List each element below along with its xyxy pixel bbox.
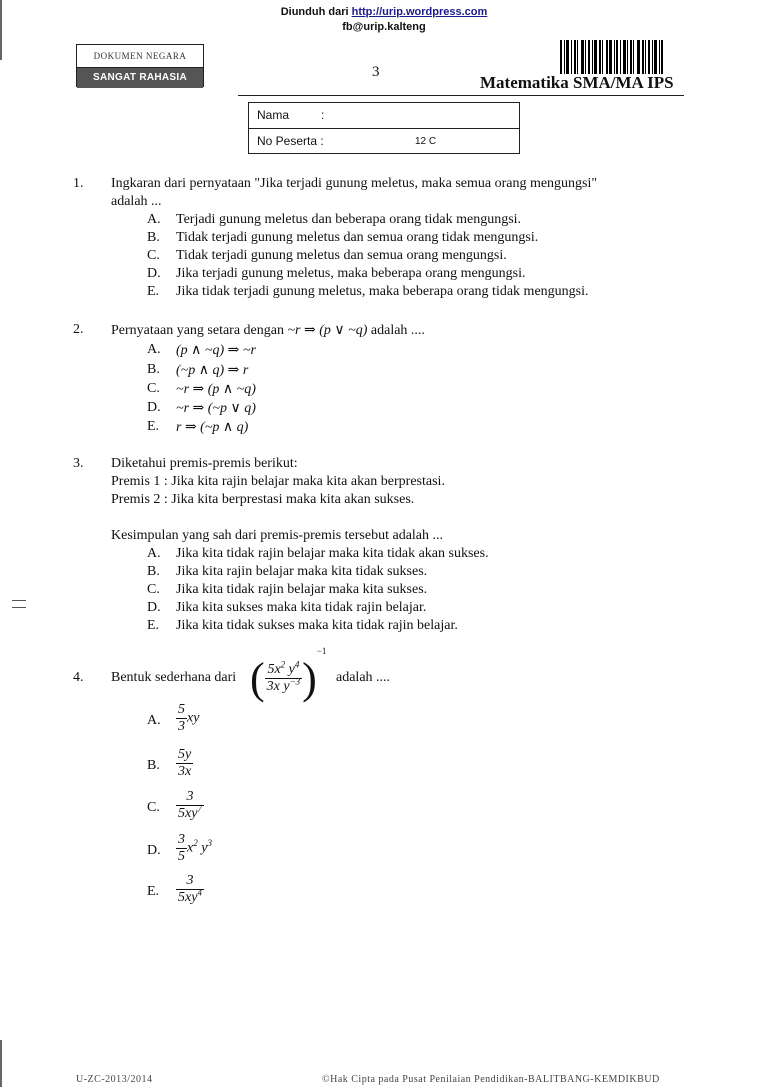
question-2-number: 2. <box>73 322 84 337</box>
question-4-stem-prefix: Bentuk sederhana dari <box>111 670 237 685</box>
question-3-option-b-text: Jika kita rajin belajar maka kita tidak sukses. <box>176 564 428 579</box>
footer-copyright: ©Hak Cipta pada Pusat Penilaian Pendidikan-BALITBANG-KEMDIKBUD <box>322 1074 660 1085</box>
expression-numerator: $5x^2$ $y^4$ <box>265 662 303 679</box>
question-3-option-c-letter: C. <box>147 582 160 597</box>
download-source-line <box>0 6 768 18</box>
question-2-stem <box>111 322 425 339</box>
peserta-label: No Peserta : <box>257 134 324 148</box>
outer-exponent: −1 <box>316 646 327 656</box>
question-4-option-a-letter: A. <box>147 713 161 728</box>
facebook-line: fb@urip.kalteng <box>342 21 426 33</box>
question-4-option-e-letter: E. <box>147 884 160 899</box>
sangat-rahasia-label: SANGAT RAHASIA <box>77 68 203 88</box>
question-3-option-a-text: Jika kita tidak rajin belajar maka kita tidak akan sukses. <box>176 546 489 561</box>
question-1-stem-line1: Ingkaran dari pernyataan "Jika terjadi gunung meletus, maka semua orang mengungsi" <box>111 176 598 191</box>
expression-fraction <box>265 659 303 695</box>
question-2-option-e-letter: E. <box>147 419 160 434</box>
question-1-option-e-text: Jika tidak terjadi gunung meletus, maka beberapa orang tidak mengungsi. <box>176 284 589 299</box>
peserta-value: 12 C <box>415 136 437 147</box>
question-4-option-d-expr: $\frac{3}{5}$ $x^2$ $y^3$ <box>178 832 212 864</box>
question-3-option-e-text: Jika kita tidak sukses maka kita tidak rajin belajar. <box>176 618 458 633</box>
question-1-option-b-text: Tidak terjadi gunung meletus dan semua orang tidak mengungsi. <box>176 230 539 245</box>
nama-label: Nama <box>257 108 290 122</box>
question-1-stem-line2: adalah ... <box>111 194 162 209</box>
document-classification-box <box>76 44 204 87</box>
question-4-stem-suffix: adalah .... <box>336 670 391 685</box>
header-rule <box>238 95 684 96</box>
question-1-option-d-letter: D. <box>147 266 161 281</box>
question-2-option-c-text: ~r ⇒ (p ∧ ~q) <box>176 382 256 397</box>
question-2-option-d-letter: D. <box>147 400 161 415</box>
question-3-premise-2: Premis 2 : Jika kita berprestasi maka kita akan sukses. <box>111 492 415 507</box>
question-4-expression <box>250 646 327 703</box>
question-3-option-d-letter: D. <box>147 600 161 615</box>
close-paren: ) <box>302 653 317 703</box>
expression-denominator: 3x $y^{-3}$ <box>266 676 301 695</box>
question-1-option-a-letter: A. <box>147 212 161 227</box>
question-4-option-c-letter: C. <box>147 800 160 815</box>
barcode <box>560 40 683 74</box>
download-link[interactable]: http://urip.wordpress.com <box>351 6 488 18</box>
dokumen-negara-label: DOKUMEN NEGARA <box>77 45 203 68</box>
question-4-option-d-letter: D. <box>147 843 161 858</box>
question-1-number: 1. <box>73 176 84 191</box>
question-1-option-d-text: Jika terjadi gunung meletus, maka beberapa orang mengungsi. <box>176 266 526 281</box>
margin-mark <box>12 600 26 608</box>
question-1-option-e-letter: E. <box>147 284 160 299</box>
question-4-option-a-expr: $\frac{5}{3}$ xy <box>178 702 200 734</box>
download-prefix: Diunduh dari <box>280 6 352 18</box>
question-3-option-e-letter: E. <box>147 618 160 633</box>
question-4-option-e-expr: $\frac{3}{5xy^4}$ <box>178 873 202 905</box>
question-4-option-c-expr: $\frac{3}{5xy^7}$ <box>178 789 202 821</box>
open-paren: ( <box>250 653 265 703</box>
question-2-stem-prefix: Pernyataan yang setara dengan <box>111 323 288 338</box>
question-3-option-a-letter: A. <box>147 546 161 561</box>
subject-title: Matematika SMA/MA IPS <box>480 73 674 92</box>
question-2-option-a-text: (p ∧ ~q) ⇒ ~r <box>176 343 256 358</box>
question-2-option-d-text: ~r ⇒ (~p ∨ q) <box>176 401 256 416</box>
question-4-number: 4. <box>73 670 84 685</box>
question-2-option-e-text: r ⇒ (~p ∧ q) <box>176 420 249 435</box>
left-edge-mark-bottom <box>0 1040 2 1087</box>
question-1-option-c-letter: C. <box>147 248 160 263</box>
question-2-option-b-letter: B. <box>147 362 160 377</box>
question-1-option-b-letter: B. <box>147 230 160 245</box>
question-3-option-d-text: Jika kita sukses maka kita tidak rajin belajar. <box>176 600 427 615</box>
question-3-conclusion-prompt: Kesimpulan yang sah dari premis-premis tersebut adalah ... <box>111 528 444 543</box>
question-3-option-c-text: Jika kita tidak rajin belajar maka kita sukses. <box>176 582 428 597</box>
footer-code: U-ZC-2013/2014 <box>76 1074 153 1085</box>
question-3-option-b-letter: B. <box>147 564 160 579</box>
question-2-stem-suffix: adalah .... <box>367 323 425 338</box>
question-1-option-c-text: Tidak terjadi gunung meletus dan semua orang mengungsi. <box>176 248 507 263</box>
question-2-option-b-text: (~p ∧ q) ⇒ r <box>176 363 249 378</box>
nama-row <box>249 103 519 128</box>
question-4-option-b-expr: $\frac{5y}{3x}$ <box>178 747 192 779</box>
question-4-option-b-letter: B. <box>147 758 160 773</box>
page-number: 3 <box>372 64 380 80</box>
question-2-stem-math: ~r ⇒ (p ∨ ~q) <box>287 323 368 338</box>
question-2-option-c-letter: C. <box>147 381 160 396</box>
peserta-row <box>249 128 519 154</box>
question-3-premise-1: Premis 1 : Jika kita rajin belajar maka kita akan berprestasi. <box>111 474 445 489</box>
student-id-box <box>248 102 520 154</box>
nama-separator: : <box>321 108 325 122</box>
question-3-number: 3. <box>73 456 84 471</box>
question-2-option-a-letter: A. <box>147 342 161 357</box>
question-1-option-a-text: Terjadi gunung meletus dan beberapa orang tidak mengungsi. <box>176 212 522 227</box>
question-3-stem-line1: Diketahui premis-premis berikut: <box>111 456 298 471</box>
